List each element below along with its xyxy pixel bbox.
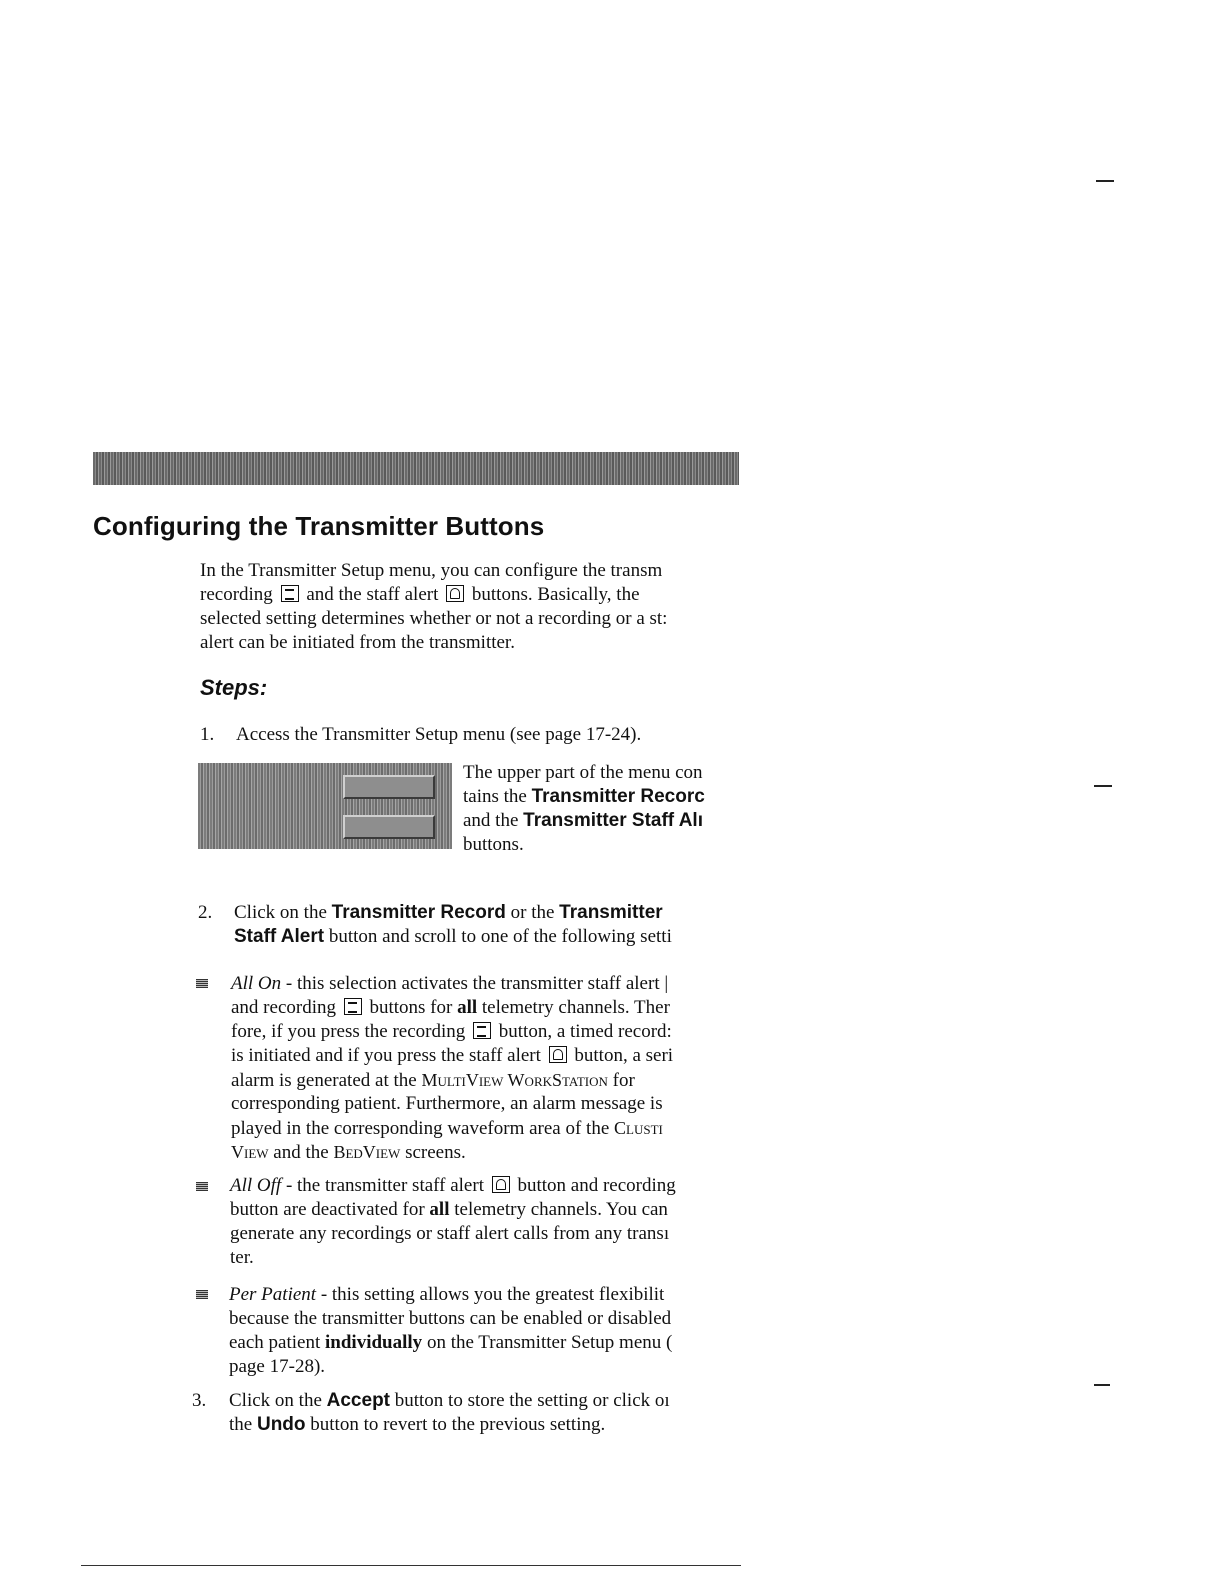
option-all-on: corresponding patient. Furthermore, an alarm message is: [231, 1093, 663, 1114]
option-all-on: fore, if you press the recording button, a timed record:: [231, 1021, 672, 1042]
option-per-patient: because the transmitter buttons can be enabled or disabled: [229, 1308, 672, 1329]
recording-button-icon: [344, 998, 362, 1015]
step-text: Staff Alert button and scroll to one of the following setti: [234, 926, 672, 947]
step-text: Click on the Accept button to store the setting or click oı: [229, 1390, 670, 1411]
option-all-off: ter.: [230, 1247, 254, 1268]
intro-line: recording and the staff alert buttons. Basically, the: [200, 584, 640, 605]
option-all-off: All Off - the transmitter staff alert button and recording: [230, 1175, 676, 1196]
intro-line: alert can be initiated from the transmitter.: [200, 632, 515, 653]
footer-rule: [81, 1565, 741, 1566]
margin-mark: [1094, 1384, 1110, 1386]
margin-mark: [1096, 180, 1114, 182]
recording-button-icon: [473, 1022, 491, 1039]
staff-alert-button-icon: [492, 1176, 510, 1193]
step-number: 3.: [192, 1390, 207, 1411]
recording-button-icon: [281, 585, 299, 602]
option-all-on: View and the BedView screens.: [231, 1142, 466, 1163]
option-per-patient: each patient individually on the Transmitter Setup menu (: [229, 1332, 673, 1353]
option-all-on: is initiated and if you press the staff alert button, a seri: [231, 1045, 674, 1066]
margin-mark: [1094, 785, 1112, 787]
figure-caption: The upper part of the menu con: [463, 762, 703, 783]
option-all-on: and recording buttons for all telemetry channels. Ther: [231, 997, 670, 1018]
staff-alert-button-icon: [549, 1046, 567, 1063]
figure-caption: tains the Transmitter Recorc: [463, 786, 705, 807]
option-per-patient: Per Patient - this setting allows you the greatest flexibilit: [229, 1284, 665, 1305]
figure-caption: buttons.: [463, 834, 524, 855]
option-all-on: alarm is generated at the MultiView WorkStation for: [231, 1070, 635, 1091]
figure-caption: and the Transmitter Staff Alı: [463, 810, 703, 831]
option-all-off: generate any recordings or staff alert calls from any transı: [230, 1223, 670, 1244]
option-all-on: All On - this selection activates the transmitter staff alert |: [231, 973, 669, 994]
intro-line: In the Transmitter Setup menu, you can configure the transm: [200, 560, 663, 581]
intro-line: selected setting determines whether or not a recording or a st:: [200, 608, 668, 629]
transmitter-setup-menu-screenshot: [198, 763, 452, 849]
option-all-off: button are deactivated for all telemetry channels. You can: [230, 1199, 668, 1220]
step-text: the Undo button to revert to the previous setting.: [229, 1414, 606, 1435]
transmitter-staff-alert-button-image: [343, 815, 435, 839]
step-text: Click on the Transmitter Record or the Transmitter: [234, 902, 663, 923]
steps-heading: Steps:: [200, 675, 268, 700]
transmitter-record-button-image: [343, 775, 435, 799]
bullet-icon: [196, 1182, 208, 1191]
option-per-patient: page 17-28).: [229, 1356, 326, 1377]
staff-alert-button-icon: [446, 585, 464, 602]
option-all-on: played in the corresponding waveform area of the Clusti: [231, 1118, 663, 1139]
bullet-icon: [196, 979, 208, 988]
step-number: 2.: [198, 902, 213, 923]
bullet-icon: [196, 1290, 208, 1299]
step-text: Access the Transmitter Setup menu (see page 17-24).: [236, 724, 642, 745]
step-number: 1.: [200, 724, 215, 745]
section-title: Configuring the Transmitter Buttons: [93, 511, 545, 541]
